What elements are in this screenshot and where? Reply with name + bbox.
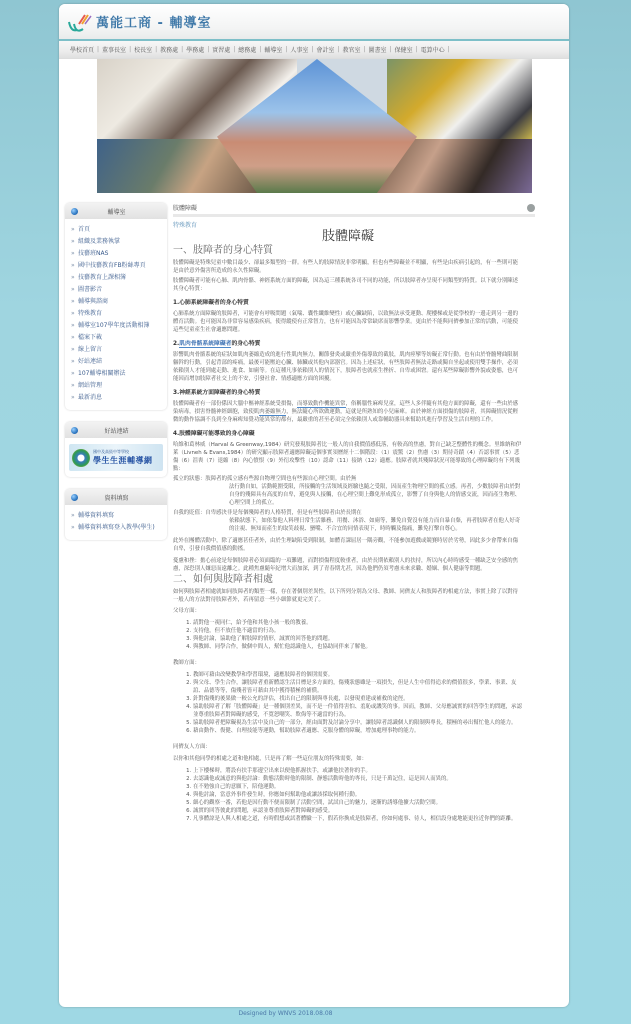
category-link[interactable]: 特殊教育 [173, 222, 198, 229]
section-heading: 二、如何與肢障者相處 [173, 574, 273, 585]
nav-item[interactable]: 總務處 [238, 47, 257, 54]
sidebar-menu-item[interactable]: » 107輔導相關辦法 [71, 368, 163, 380]
print-icon[interactable] [527, 204, 535, 212]
sidebar-menu-item[interactable]: » 輔導室107學年度活動相簿 [71, 320, 163, 332]
isolation-block [173, 475, 523, 483]
peers-intro: 以你和其他同學的相處之道和他相處，只是再了解一些這位朋友的特殊需要，如： [173, 756, 368, 762]
main-content [173, 193, 535, 1005]
nav-separator: | [285, 46, 288, 53]
sidebar-menu-item[interactable]: » 組織及業務執掌 [71, 236, 163, 248]
sidebox-data-title [65, 489, 167, 505]
sidebar-menu-item[interactable]: » 網站管理 [71, 380, 163, 392]
list-item: 1. 上下樓梯時，將設有扶手那邊空出來以便他抓握扶手，或讓他扶著你的手。 [193, 767, 523, 775]
globe-bullet-icon [71, 427, 78, 434]
list-item: 2. 去認識他或誠意的與他討論：動態活動時他的限制、靜態活動時他的專長，只是千萬記住，這是因人而異的。 [193, 775, 523, 783]
nav-separator: | [363, 46, 366, 53]
site-title[interactable]: 萬能工商 - 輔導室 [96, 16, 212, 31]
sidebox-links [65, 422, 167, 477]
sidebar-menu-list [65, 219, 167, 404]
selfworth-text: 依賴狀態下，如依靠他人料理日常生活雜務、用餐、沐浴、如廁等，難免自覺沒有能力而自暴自棄，再者肢障者在他人好奇的注視、無知而產生的取笑歧視、蠻嘴、不合宜的同情表現下，時時觸及傷痛，難免打擊自尊心。 [229, 518, 521, 532]
list-item: 6. 藉由動作、復健、自理技能等運動，幫助肢障者適應、克服身體的障礙，增加處理事物的能力。 [193, 727, 523, 735]
career-guidance-banner-link[interactable] [69, 444, 163, 471]
isolation-first-line: 肢障者的孤立感有些源自物理空間也有些源自心理空間。由於無 [205, 476, 357, 482]
nav-separator: | [233, 46, 236, 53]
nav-item[interactable]: 實習處 [212, 47, 231, 54]
list-item: 5. 協助肢障者把障礙視為生活中及自己的一部分，經由面對及討論分享中，讓肢障者認識個人的限制與專長，積極的尋出幫忙他人的能力。 [193, 719, 523, 727]
nav-separator: | [97, 46, 100, 53]
list-item: 3. 針對傷殘的後果做一較公允的評估，找出自己的限制與專長處，以發現重建或補救的途徑。 [193, 695, 523, 703]
subsection-heading: 1.心肺系統障礙者的身心特質 [173, 300, 249, 306]
selfworth-block [173, 509, 523, 517]
globe-bullet-icon [71, 494, 78, 501]
list-item: 4. 與教師、同學合作，做個中間人，幫忙他認識他人，也協助同伴來了解他。 [193, 643, 523, 651]
nav-item[interactable]: 電算中心 [420, 47, 445, 54]
subsection-number: 2. [173, 341, 180, 347]
nav-separator: | [337, 46, 340, 53]
sidebar-menu-item[interactable]: » 最新消息 [71, 392, 163, 404]
sidebar [65, 193, 167, 1005]
sidebar-menu-item[interactable]: » 輔導與諮商 [71, 296, 163, 308]
paragraph: 憂慮和挫：擔心前途是每個肢障者必須面臨的一項難題，而對損傷程度較重者，由於長期依賴別人的扶持，所以內心時時感受一種缺乏安全感的焦慮，深恐別人嫌惡而遠離之。此種焦慮隨年紀增大而加深，到了青春期尤甚，因為他們仍須考慮未來求職、婚姻、個人健康等問題。 [173, 558, 519, 572]
nav-item[interactable]: 教官室 [342, 47, 361, 54]
list-item: 3. 在不勉強自己的意願下，陪他運動。 [193, 783, 523, 791]
nav-separator: | [311, 46, 314, 53]
sidebox-menu-title [65, 203, 167, 219]
peers-label: 同儕友人方面： [173, 744, 211, 750]
main-nav [59, 41, 569, 59]
isolation-text: 法行動自如，活動範圍受限，所接觸的生活領域及經驗也隨之受限，因而產生物理空間的孤立感。再者，少數肢障者由於對自身的殘障具有高度的自卑，避免與人接觸，在心理空間上難免形成孤立，影響了自身與他人的情感交流，因而產生物理、心理空間上的孤立。 [229, 484, 521, 506]
sidebar-menu-item[interactable]: » 技藝教育上課相簿 [71, 272, 163, 284]
sidebar-data-item[interactable]: » 輔導資料填寫 [71, 510, 163, 522]
motor-dysfunction-link[interactable]: 而導致動作機能異常 [297, 401, 346, 407]
sidebar-menu-item[interactable]: » 首頁 [71, 224, 163, 236]
nav-item[interactable]: 學務處 [186, 47, 205, 54]
list-item: 7. 凡事體諒是人與人相處之道，有時假想或試著體驗一下，假若你換成是肢障者，你如何處事、待人，相信設身處地能更拉近你們的距離。 [193, 815, 523, 823]
paragraph [173, 400, 523, 424]
teachers-label: 教師方面： [173, 660, 200, 666]
page-container [59, 4, 569, 1007]
list-item: 5. 細心的觀察一番，若他是因行動不便而限制了活動空間，試試自己的魅力，逐漸的誘導他擴大活動空間。 [193, 799, 523, 807]
parents-list [173, 619, 523, 651]
parents-label: 父母方面： [173, 608, 200, 614]
nav-item[interactable]: 圖書室 [368, 47, 387, 54]
sidebar-menu-item[interactable]: » 國中技藝教育FB粉絲專頁 [71, 260, 163, 272]
nav-item[interactable]: 會計室 [316, 47, 335, 54]
nav-separator: | [415, 46, 418, 53]
paragraph: 肢體障礙者可能有心肺、肌肉骨骼、神經系統方面的障礙，因為這三種系統各司不同的功能，所以肢障者亦呈現不同類型的特質。以下就分別陳述其身心特質： [173, 278, 519, 292]
sidebox-menu [65, 203, 167, 410]
paragraph: 哈維和葛林威（Harval & Greenway,1984）研究發現肢障者比一般人的自我價值感低落，有較高的焦慮，對自己缺乏整體性的概念。里維納和伊萊（Livneh & Evans,1984）的研究顯示肢障者適應障礙這個事實須歷經十二個階段：（1）震驚（2）焦慮（3）期待奇蹟（4）否認事實（5）悲傷（6）沮喪（7）退縮（8）內心憤恨（9）外衍攻擊性（10）認命（11）接納（12）適應。肢障者就其殘障狀況可能導致的心理障礙約有下列幾點： [173, 442, 522, 472]
sidebox-title-label: 輔導室 [107, 208, 126, 216]
sidebox-title-label: 資料填寫 [104, 494, 129, 502]
subsection-heading-rest: 的身心特質 [231, 341, 261, 347]
text-segment: ，無法隨心所欲做運動，這就是所熟知的小兒麻痺。由於神經方面損傷的肢障者，其障礙情況從輕微的動作協調不良到全身麻痺知覺功能異常的都有，最嚴重的甚至必須完全依賴別人或靠輔助器具來幫助其進行學習及生活自理的工作。 [173, 409, 519, 423]
paragraph: 心肺系統方面障礙的肢障者，可能會有呼吸問題（氣喘、囊性纖維變性）或心臟缺陷，以致無法承受運動、爬樓梯或是從學校的一邊走到另一邊的體育活動。也可能因為非常容易感染疾病，使得縱使有正常智力，也有可能因為常常缺席而影響學業。更由於不能與同儕參加正常的活動，可能使這些兒童產生社會適應問題。 [173, 311, 519, 333]
hero-banner [97, 59, 532, 193]
paragraph: 影響肌肉骨骼系統的症狀如肌肉萎縮造成的進行性肌肉無力，關節發炎或嚴重外傷導致的截肢，肌肉痙攣等妨礙正常行動。也有由於脊髓彎曲限制軀幹的行動，引起背部的疼痛，最後可能壓迫心臟、肺臟或其他內部器官。因為上述症狀，有些肢障者無法走路或獨自坐起或使用雙手操作，必須依賴別人才能到處走動、進食、如廁等。在這種凡事依賴別人的情況下，肢障者也就產生挫折、自卑或困窘。還有某些障礙影響外貌或姿態，也可能因而增加肢障者社交上的不安，引發社會、情感適應方面的困擾。 [173, 352, 519, 382]
globe-bullet-icon [71, 208, 78, 215]
article-title: 肢體障礙 [321, 229, 374, 244]
sidebox-links-title [65, 422, 167, 438]
sidebar-menu-item[interactable]: » 線上留言 [71, 344, 163, 356]
subsection-heading: 4.肢體障礙可能導致的身心障礙 [173, 431, 255, 437]
nav-item[interactable]: 輔導室 [264, 47, 283, 54]
paragraph: 如何與肢障者相處就如同肢障者的類型一樣，存在著個別差異性，以下所列分別為父母、教師、同儕友人和肢障者的相處方法，事實上除了以對待一般人的方法對待肢障者外，若再留意一些小細節就更完美了。 [173, 589, 519, 603]
banner-subtitle: 國中及高級中等學校 [93, 449, 129, 454]
text-segment: ，俗稱腦性麻痺兒童，這些人多伴隨有其他方面的障礙，還有一些由於感染病毒，損害脊髓神經細胞，致使肌 [173, 401, 519, 415]
sidebar-data-item[interactable]: » 輔導資料填寫登入教學(學生) [71, 522, 163, 534]
nav-separator: | [259, 46, 262, 53]
sidebox-data [65, 489, 167, 540]
nav-separator: | [129, 46, 132, 53]
sidebar-menu-item[interactable]: » 特殊教育 [71, 308, 163, 320]
muscle-atrophy-link[interactable]: 肉萎縮無力 [259, 409, 287, 415]
sidebar-menu-item[interactable]: » 檔案下載 [71, 332, 163, 344]
section-heading: 一、肢障者的身心特質 [173, 245, 273, 256]
sidebar-data-list [65, 505, 167, 534]
list-item: 4. 協助肢障者了解「肢體障礙」是一種個別差異，而不是一件值得害怕、羞恥或譏笑的事。因而，教師、父母應誠實的回答學生的問題，承認並尊重肢障者對障礙的感受，不寬恕嘲笑、欺侮等不適當的行為。 [193, 703, 523, 719]
nav-item[interactable]: 保健室 [394, 47, 413, 54]
nav-item[interactable]: 校長室 [134, 47, 153, 54]
breadcrumb [173, 203, 535, 217]
nav-item[interactable]: 人事室 [290, 47, 309, 54]
sidebar-menu-item[interactable]: » 技藝班NAS [71, 248, 163, 260]
nav-item[interactable]: 董事長室 [102, 47, 127, 54]
subsection-heading: 3.神經系統方面障礙者的身心特質 [173, 390, 261, 396]
peers-list [173, 767, 523, 823]
isolation-label: 孤立的狀態： [173, 476, 206, 482]
list-item: 6. 誠實的回答彼此的問題，承認並尊重肢障者對障礙的感受。 [193, 807, 523, 815]
paragraph: 肢體障礙是特殊兒童中數目最少、卻最多類型的一群。有些人的肢障情況非常明顯，但也有些障礙並不明顯，有些是由疾病引起的，有一些則可能是由於意外傷害所造成的永久性障礙。 [173, 260, 519, 274]
nav-separator: | [181, 46, 184, 53]
ministry-emblem-icon [72, 449, 90, 467]
list-item: 2. 與父母、學生合作，讓肢障者重新體認生活目標是多方面的，傷殘狀態雖是一項損失，但是人生中值得追求的價值很多，學業、事業、友誼、品德等等，傷殘者皆可藉由其中獲得積極的補償。 [193, 679, 523, 695]
list-item: 1. 教師可藉由改變教學和學習環境，適應肢障者的個別需要。 [193, 671, 523, 679]
sidebar-menu-item[interactable]: » 圖書影音 [71, 284, 163, 296]
list-item: 2. 支持他，但不放任他不適當的行為。 [193, 627, 523, 635]
breadcrumb-title: 肢體障礙 [173, 205, 198, 212]
selfworth-label: 自我的貶值： [173, 510, 206, 516]
site-header [59, 4, 569, 41]
nav-separator: | [207, 46, 210, 53]
banner-photo-cheerleaders [387, 59, 532, 139]
nav-separator: | [155, 46, 158, 53]
selfworth-first-line: 自卑感決非是每個殘障者的人格特質，但是有些肢障者由於長期在 [205, 510, 362, 516]
teachers-list [173, 671, 523, 735]
sidebox-title-label: 好站連結 [104, 427, 129, 435]
footer-credit: Designed by WNVS 2018.08.08 [238, 1010, 333, 1017]
banner-title: 學生生涯輔導網 [93, 456, 153, 465]
school-logo-icon[interactable] [67, 12, 93, 32]
subsection-heading [173, 340, 523, 349]
list-item: 1. 請對他一視同仁，給予他和其他小孩一般的教養。 [193, 619, 523, 627]
paragraph: 此外在團體活動中，除了適應甚佳者外，由於生理缺陷受到限制，如體育課屈居一隅旁觀，不能參加遊戲或競賽時居於劣勢，因此多少會帶來自傷自卑，引發自我價值感的動搖。 [173, 538, 519, 552]
sidebar-menu-item[interactable]: » 好站連結 [71, 356, 163, 368]
text-segment: 肢體障礙者有一部份係因大腦中樞神經系統受損傷， [173, 401, 297, 407]
nav-separator: | [447, 46, 450, 53]
nav-item[interactable]: 學校首頁 [70, 47, 95, 54]
musculoskeletal-link[interactable]: 肌肉骨骼系統障礙者 [179, 341, 232, 347]
list-item: 3. 與他討論，協助他了解肢障的情形，誠實的回答他的問題。 [193, 635, 523, 643]
nav-separator: | [389, 46, 392, 53]
nav-item[interactable]: 教務處 [160, 47, 179, 54]
list-item: 4. 與他討論，當意外事件發生時，你應如何幫助他或讓該採取何種行動。 [193, 791, 523, 799]
article-body [173, 230, 523, 823]
